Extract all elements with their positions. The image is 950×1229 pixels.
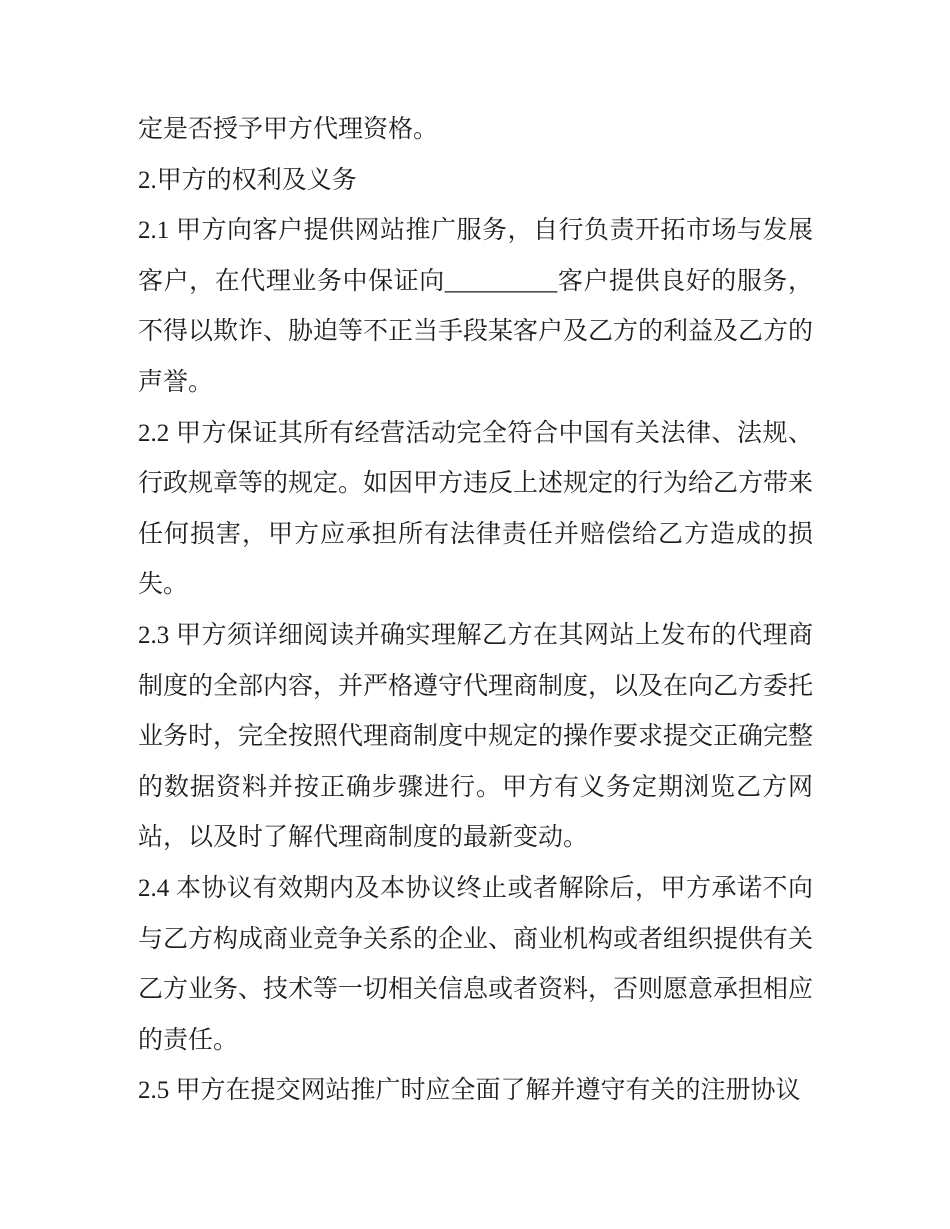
- text-line: 2.4 本协议有效期内及本协议终止或者解除后，甲方承诺不向: [138, 874, 813, 902]
- text-line: 客户，在代理业务中保证向_________客户提供良好的服务，: [138, 267, 813, 295]
- text-line: 2.5 甲方在提交网站推广时应全面了解并遵守有关的注册协议: [138, 1077, 801, 1105]
- text-line: 定是否授予甲方代理资格。: [138, 116, 439, 143]
- text-line: 与乙方构成商业竞争关系的企业、商业机构或者组织提供有关: [138, 925, 813, 953]
- contract-text-block: [138, 105, 813, 1117]
- text-line: 制度的全部内容，并严格遵守代理商制度，以及在向乙方委托: [138, 672, 813, 700]
- text-line: 2.2 甲方保证其所有经营活动完全符合中国有关法律、法规、: [138, 419, 813, 447]
- text-line: 失。: [138, 571, 189, 599]
- text-line: 2.甲方的权利及义务: [138, 166, 357, 194]
- text-line: 行政规章等的规定。如因甲方违反上述规定的行为给乙方带来: [138, 470, 813, 498]
- text-line: 任何损害，甲方应承担所有法律责任并赔偿给乙方造成的损: [138, 520, 813, 548]
- text-line: 不得以欺诈、胁迫等不正当手段某客户及乙方的利益及乙方的: [138, 318, 813, 346]
- text-line: 2.1 甲方向客户提供网站推广服务，自行负责开拓市场与发展: [138, 217, 813, 245]
- text-line: 声誉。: [138, 368, 214, 396]
- text-line: 的责任。: [138, 1026, 239, 1054]
- text-line: 2.3 甲方须详细阅读并确实理解乙方在其网站上发布的代理商: [138, 621, 813, 649]
- text-line: 业务时，完全按照代理商制度中规定的操作要求提交正确完整: [138, 723, 813, 751]
- text-line: 乙方业务、技术等一切相关信息或者资料，否则愿意承担相应: [138, 976, 813, 1004]
- text-line: 站，以及时了解代理商制度的最新变动。: [138, 824, 589, 852]
- text-line: 的数据资料并按正确步骤进行。甲方有义务定期浏览乙方网: [138, 773, 813, 801]
